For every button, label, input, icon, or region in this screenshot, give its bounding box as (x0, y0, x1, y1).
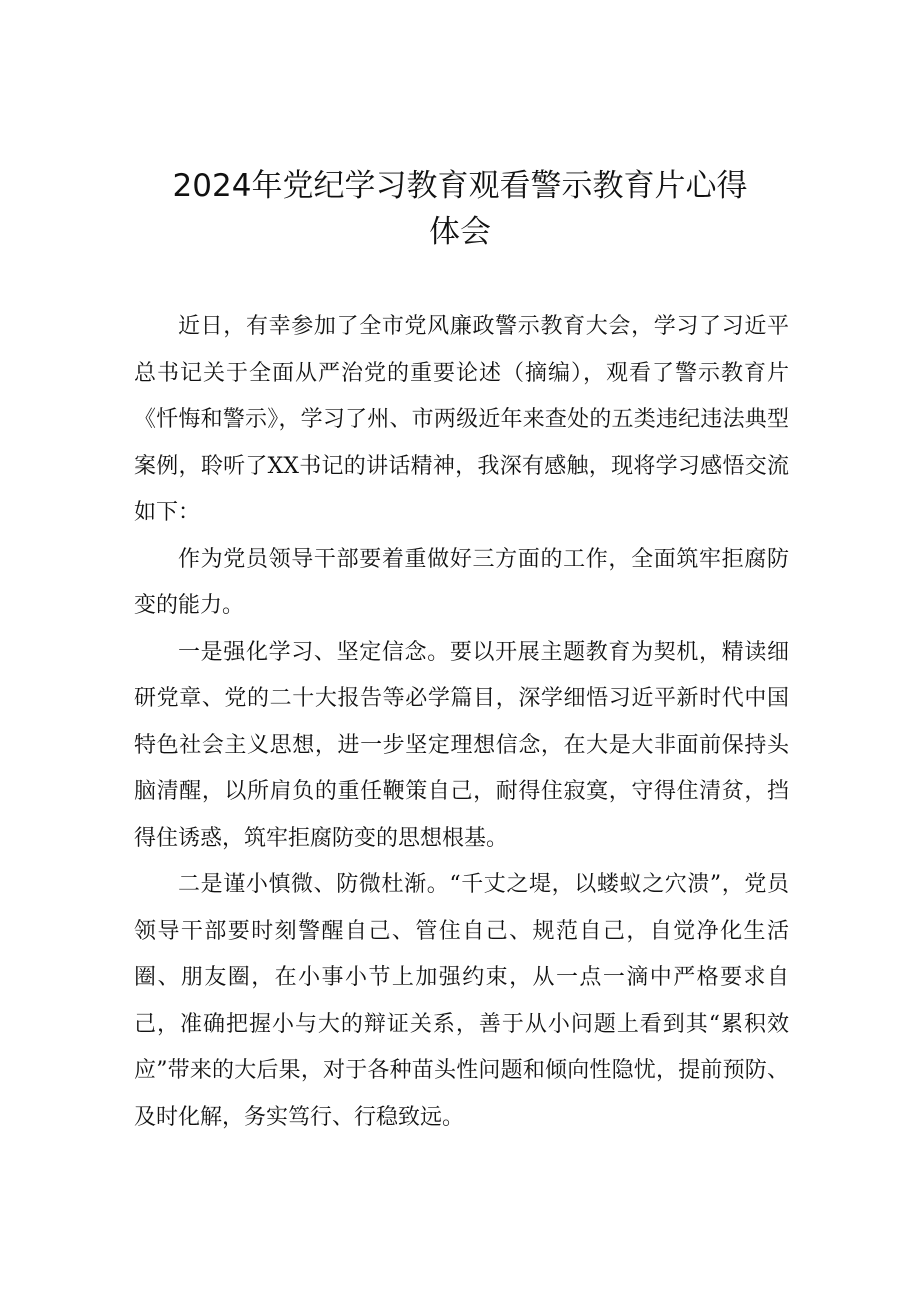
paragraph-intro: 近日，有幸参加了全市党风廉政警示教育大会，学习了习近平总书记关于全面从严治党的重要论述（摘编），观看了警示教育片《忏悔和警示》，学习了州、市两级近年来查处的五类违纪违法典型案例，聆听了XX书记的讲话精神，我深有感触，现将学习感悟交流如下： (134, 314, 789, 525)
paragraph-overview: 作为党员领导干部要着重做好三方面的工作，全面筑牢拒腐防变的能力。 (134, 546, 789, 618)
title-line-1: 2024年党纪学习教育观看警示教育片心得 (172, 168, 748, 204)
paragraph-point-two: 二是谨小慎微、防微杜渐。“千丈之堤，以蝼蚁之穴溃”，党员领导干部要时刻警醒自己、管住自己、规范自己，自觉净化生活圈、朋友圈，在小事小节上加强约束，从一点一滴中严格要求自己，准确把握小与大的辩证关系，善于从小问题上看到其“累积效应”带来的大后果，对于各种苗头性问题和倾向性隐忧，提前预防、及时化解，务实笃行、行稳致远。 (134, 872, 789, 1130)
document-body (134, 304, 789, 1141)
title-line-2: 体会 (429, 214, 491, 250)
document-title (100, 163, 820, 255)
paragraph-point-one: 一是强化学习、坚定信念。要以开展主题教育为契机，精读细研党章、党的二十大报告等必学篇目，深学细悟习近平新时代中国特色社会主义思想，进一步坚定理想信念，在大是大非面前保持头脑清醒，以所肩负的重任鞭策自己，耐得住寂寞，守得住清贫，挡得住诱惑，筑牢拒腐防变的思想根基。 (134, 639, 789, 851)
